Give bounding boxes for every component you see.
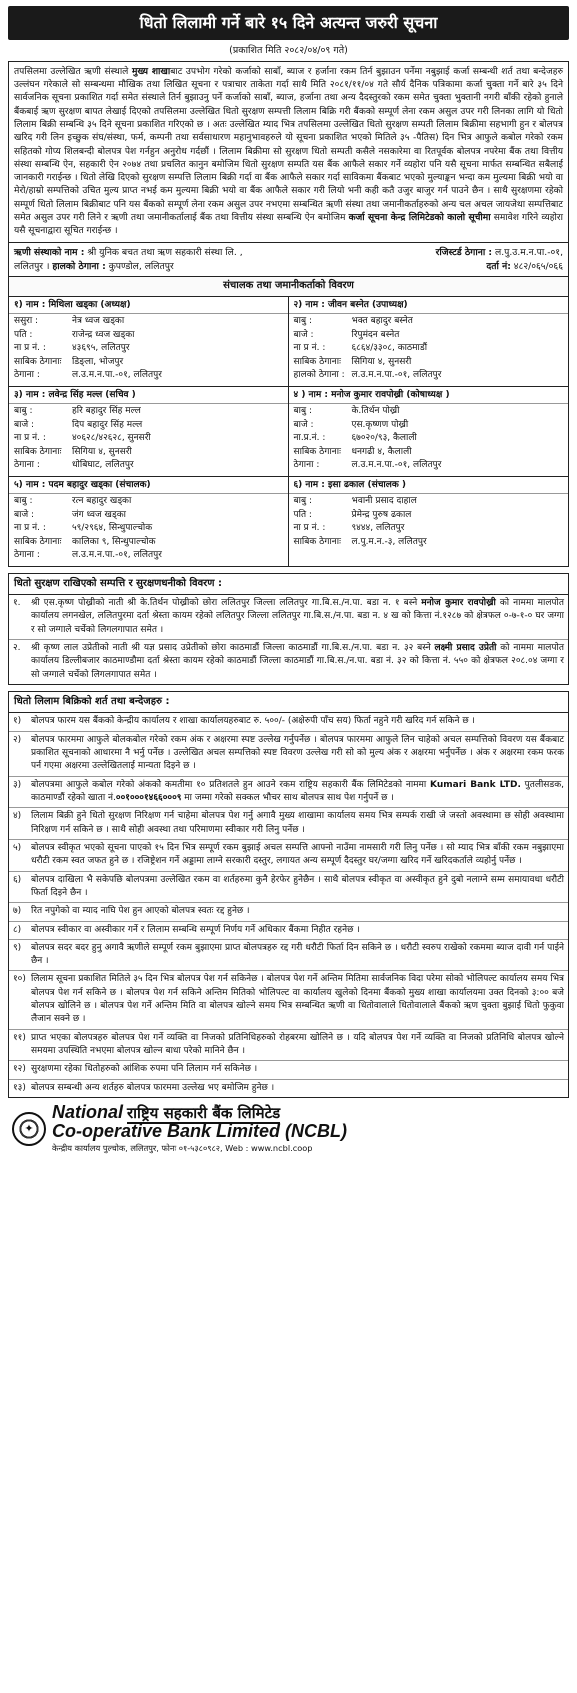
- member-name: ६) नाम : इसा ढकाल (संचालक ): [289, 479, 569, 495]
- bank-name-en-1: National: [52, 1101, 124, 1122]
- term-text: बोलपत्र स्वीकार वा अस्वीकार गर्ने र लिलाम सम्बन्धि सम्पूर्ण निर्णय गर्ने अधिकार बैंकमा निहीत रहनेछ ।: [31, 924, 360, 935]
- member-detail-value: रत्न बहादुर खड्का: [72, 496, 132, 507]
- term-number: १२): [13, 1064, 26, 1075]
- member-detail-row: [14, 459, 283, 473]
- member-detail-label: बाजे :: [293, 329, 314, 340]
- member-detail-value: कालिका ९, सिन्धुपाल्चोक: [72, 536, 156, 547]
- term-text: लिलाम बिक्री हुने धितो सुरक्षण निरिक्षण गर्न चाहेमा बोलपत्र पेश गर्नु अगावै मुख्य शाखामा कार्यालय समय भित्र सम्पर्क राखी जे जस्तो अवस्थामा छ सोही अवस्थामा निरिक्षण गर्न सकिने छ । साथै सोही अवस्था तथा परिमाणमा स्वीकार गरी लिनु पर्नेछ ।: [31, 811, 564, 835]
- terms-heading: धितो लिलाम बिक्रिको शर्त तथा बन्देजहरु :: [8, 691, 569, 714]
- current-address: [14, 260, 174, 273]
- member-card: [9, 386, 289, 476]
- registration-number: [486, 260, 563, 273]
- member-detail-value: ९४४४, ललितपुर: [351, 523, 405, 534]
- intro-text-3: समावेश गरिने व्यहोरा यसै सूचनाद्वारा सूचित गराईन्छ ।: [14, 212, 563, 237]
- member-detail-row: [14, 356, 283, 370]
- term-text: बोलपत्र फारम यस बैंकको केन्द्रीय कार्यालय र शाखा कार्यालयहरुबाट रु. ५००/- (अक्षेरुपी पाँच सय) फिर्ता नहुने गरी खरिद गर्न सकिने छ ।: [31, 716, 475, 727]
- intro-text-2: बाट उपभोग गरेको कर्जाको साबाँ, ब्याज र हर्जाना रकम तिर्न बुझाउन पर्नेमा नबुझाई कर्जा सम्बन्धी शर्त तथा बन्देजहरु उल्लंघन गरेकाले सो सम्बन्धमा मौखिक तथा लिखित सूचना र पत्राचार ताकेता गर्दा साथै मिति २०८१/११/०४ गते सौर्य दैनिक पत्रिकामा कर्जा चुक्ता गर्ने बारे ३५ दिने सार्वजनिक सूचना प्रकाशित गर्दा समेत संस्थाले तिर्न बुझाउनु पर्ने कर्जाको साबाँ, ब्याज, हर्जाना तथा अन्य दैदस्तुरको रकम समेत चुक्ता भुक्तानी नगरी बाँकी रहेको हुनाले बैंकबाई ऋण सुरक्षण बापत लेखाई दिएको तपसिलमा उल्लेखित धितो सुरक्षण सम्पत्ती लिलाम बिक्रि गरी बैंकको सम्पूर्ण लेना रकम असुल उपर गरी लिनका लागि यो धितो लिलाम बिक्री सम्बन्धि ३५ दिने सूचना प्रकाशित गरिएको छ । अतः उल्लेखित म्याद भित्र तपसिलमा उल्लेखित धितो सुरक्षण सम्पती लिलाम बिक्रीमा सहभागी हुन र बोलपत्र खरिद गरी लिन इच्छुक संघ/संस्था, फर्म, कम्पनी तथा सर्वसाधारण महानुभावहरुले यो सूचना प्रकाशित भएको मितिले ३५ -पैतिस) दिन भित्र आफुले कबोल गरेको रकम सहितको गोप्य शिलबन्दी बोलपत्र पेश गर्नहुन अनुरोध गर्दछौं । लिलाम बिक्रीमा सो सुरक्षण धितो सम्पती कसैले नसकारेमा वा रितपूर्वक बोलपत्र नपरेमा बैंक तथा वित्तीय संस्था सम्बन्धि ऐन, सहकारी ऐन २०७४ तथा प्रचलित कानुन बमोजिम धितो सुरक्षण सम्पति यस बैंक आफैले सकार गर्ने व्यहोरा पनि यसै सूचना मार्फत सम्बन्धित सबैलाई जानकारी गराईन्छ । धितो लेखि दिएको सुरक्षण सम्पत्ति लिलाम बिक्री गर्दा वा बैंक आफैले सकार गर्दा साविकमा बैंकबाट भएको मुल्याङ्कन भन्दा कम मुल्यमा बिक्री भयो वा मेरो/हाम्रो सम्पत्तिको उचित मुल्य प्राप्त नभई कम मुल्यमा बिक्री भयो वा बैंक आफैले सकार गरी लियो भनी कही कतै उजुर बाजुर गर्न पाउने छैन । साथै सुरक्षणमा रहेको सम्पूर्ण धितो लिलाम बिक्रीबाट पनि यस बैंकको सम्पूर्ण लेना रकम असुल उपर नभएमा सम्बन्धित ऋणी संस्था तथा जमानीकर्ताहरुको अन्य चल अचल जायजेथा सम्पत्तिबाट समेत असुल उपर गरी लिने र ऋणी तथा जमानीकर्तालाई बैंक तथा वित्तीय संस्था सम्बन्धि ऐन बमोजिम: [14, 66, 564, 223]
- term-number: ११): [13, 1032, 26, 1043]
- member-detail-label: बाबु :: [14, 496, 33, 507]
- member-detail-label: बाबु :: [14, 406, 33, 417]
- member-detail-row: [14, 432, 283, 446]
- collateral-text: [31, 642, 564, 682]
- term-item: [9, 1060, 568, 1078]
- intro-text-1: तपसिलमा उल्लेखित ऋणी संस्थाले: [14, 66, 132, 77]
- member-detail-row: [294, 432, 564, 446]
- member-detail-label: साबिक ठेगानाः: [14, 536, 62, 547]
- members-grid: [8, 297, 569, 567]
- term-number: १३): [13, 1082, 26, 1093]
- member-detail-row: [14, 495, 283, 509]
- collateral-number: १.: [13, 598, 21, 609]
- term-text-mid: पुतलीसडक, काठमाण्डौं रहेको खाता नं.: [31, 779, 564, 804]
- member-detail-label: ना प्र नं. :: [14, 523, 46, 534]
- term-number: २): [13, 734, 22, 745]
- member-detail-row: [14, 549, 283, 563]
- collateral-text-post: को नाममा मालपोत कार्यालय डिल्लीबजार काठमाण्डौमा दर्ता श्रेस्ता कायम रहेको काठमाडौं जिल्ला काठमाडौं गा.बि.स./न.पा. बडा नं. ३२ को कित्ता नं. ५५० को क्षेत्रफल २०८.०४ जग्गा र सो जग्गाले चर्चेको लिगलगापात समेत ।: [31, 643, 564, 680]
- borrower-name: [14, 246, 243, 259]
- registration-number-value: ४८२/०६५/०६६: [513, 260, 563, 272]
- member-detail-row: [14, 419, 283, 433]
- collateral-owner: लक्ष्मी प्रसाद उप्रेती: [434, 643, 497, 654]
- member-detail-value: ल.उ.म.न.पा.-०१, ललितपुर: [351, 370, 442, 381]
- term-text: बोलपत्र फारममा आफुले बोलकबोल गरेको रकम अंक र अक्षरमा स्पष्ट उल्लेख गर्नुपर्नेछ । बोलपत्र फारममा आफुले लिन चाहेको अचल सम्पत्तिको विवरण यस बैंकबाट प्रकाशित सूचनाको आधारमा नै भर्नु पर्नेछ । उल्लेखित अचल सम्पत्तिको स्पष्ट विवरण उल्लेख गरी सो को मुल्य अंक र अक्षरमा भर्नुपर्नेछ । अंक र अक्षरमा रकम फरक पर्न गएमा अक्षरमा उल्लेखितलाई मान्यता दिइने छ ।: [31, 734, 564, 772]
- member-detail-value: सिगिया ४, सुनसरी: [72, 446, 132, 457]
- collateral-list: [8, 595, 569, 685]
- intro-bold-1: मुख्य शाखा: [131, 66, 171, 77]
- member-detail-label: पति :: [14, 329, 33, 340]
- member-detail-value: ४०६२८/४२६२८, सुनसरी: [72, 433, 151, 444]
- members-heading: संचालक तथा जमानीकर्ताको विवरण: [8, 277, 569, 297]
- registration-number-label: दर्ता नं:: [486, 260, 511, 272]
- term-text: रित नपुगेको वा म्याद नाघि पेश हुन आएको बोलपत्र स्वतः रद्द हुनेछ ।: [31, 906, 250, 917]
- member-detail-row: [294, 419, 564, 433]
- member-detail-label: साबिक ठेगानाः: [14, 446, 62, 457]
- registered-address: [436, 246, 563, 259]
- member-card: [289, 297, 569, 386]
- member-detail-label: बाबु :: [293, 406, 313, 417]
- term-number: ७): [13, 906, 22, 917]
- member-detail-label: साबिक ठेगानाः: [293, 446, 341, 457]
- member-detail-value: सिगिया ४, सुनसरी: [351, 356, 412, 367]
- member-detail-row: [14, 509, 283, 523]
- current-address-value: कुपण्डोल, ललितपुर: [108, 260, 174, 272]
- member-detail-label: साबिक ठेगानाः: [293, 356, 341, 367]
- member-detail-row: [294, 329, 564, 343]
- member-card: [9, 297, 289, 386]
- member-detail-row: [294, 369, 564, 383]
- member-detail-label: साबिक ठेगानाः: [14, 356, 62, 367]
- term-item: [9, 902, 568, 920]
- term-number: १०): [13, 974, 26, 985]
- member-detail-label: बाजे :: [293, 419, 314, 430]
- member-name: ४ ) नाम : मनोज कुमार रावपोख्री (कोषाध्यक्ष ): [289, 389, 569, 405]
- term-text: बोलपत्र स्वीकृत भएको सूचना पाएको १५ दिन भित्र सम्पूर्ण रकम बुझाई अचल सम्पत्ति आफ्नो नाउँमा नामसारी गरी लिनु पर्नेछ । सो म्याद भित्र बाँकी रकम नबुझाएमा धरौटी रकम स्वत जफत हुने छ । रजिष्ट्रेशन गर्ने अड्डामा लाग्ने सरकारी दस्तुर, लगायत अन्य सम्पूर्ण दैदस्तुर घर/जग्गा खरिद गर्ने खरिदकर्ताले व्यहोर्नु पर्नेछ ।: [31, 842, 564, 867]
- member-detail-row: [14, 536, 283, 550]
- member-detail-row: [294, 356, 564, 370]
- term-account-number: ००१०००१४६६०००९: [115, 793, 182, 804]
- term-text-pre: बोलपत्रमा आफुले कबोल गरेको अंककोे कमतीमा १० प्रतिशतले हुन आउने रकम राष्ट्रिय सहकारी बैंक लिमिटेडको नाममा: [31, 779, 431, 790]
- registered-address-label: रजिस्टर्ड ठेगाना :: [435, 247, 493, 259]
- term-number: १): [13, 716, 22, 727]
- member-detail-value: जंग ध्वज खड्का: [72, 509, 126, 520]
- term-item: [9, 871, 568, 903]
- member-detail-row: [294, 459, 564, 473]
- term-item: [9, 1079, 568, 1097]
- term-item: [9, 839, 568, 871]
- bank-name-en-2: Co-operative Bank Limited (NCBL): [52, 1120, 348, 1141]
- member-detail-row: [294, 315, 564, 329]
- member-card: [289, 476, 569, 566]
- collateral-text-pre: श्री एस.कृष्ण पोख्रीको नाती श्री के.तिर्थन पोख्रीको छोरा ललितपुर जिल्ला ललितपुर गा.बि.स./न.पा. बडा न. १ बस्ने: [31, 598, 422, 609]
- collateral-text: [31, 597, 564, 637]
- collateral-number: २.: [13, 643, 21, 654]
- collateral-text-pre: श्री कृष्ण लाल उप्रेतीको नाती श्री यज्ञ प्रसाद उप्रेतीको छोरा काठमाडौं जिल्ला काठमाडौं गा.बि.स./न.पा. बडा न. ३२ बस्ने: [31, 643, 435, 654]
- term-text: बोलपत्र सम्बन्धी अन्य शर्तहरु बोलपत्र फारममा उल्लेख भए बमोजिम हुनेछ ।: [31, 1082, 275, 1093]
- member-detail-label: ना प्र नं. :: [293, 343, 326, 354]
- bank-name-np: राष्ट्रिय सहकारी बैंक लिमिटेड: [127, 1103, 281, 1122]
- notice-title: धितो लिलामी गर्ने बारे १५ दिने अत्यन्त जरुरी सूचना: [8, 6, 569, 40]
- term-bank-name: Kumari Bank LTD.: [430, 779, 521, 790]
- member-detail-value: राजेन्द्र ध्वज खड्का: [72, 329, 135, 340]
- member-detail-value: धनगढी ४, कैलाली: [351, 446, 412, 457]
- collateral-heading: धितो सुरक्षण राखिएको सम्पत्ति र सुरक्षणधनीको विवरण :: [8, 573, 569, 596]
- member-detail-value: डिङ्ला, भोजपुर: [72, 356, 124, 367]
- borrower-info: [8, 243, 569, 277]
- member-detail-row: [14, 405, 283, 419]
- member-detail-value: के.तिर्थन पोख्री: [351, 406, 400, 417]
- member-detail-value: भक्त बहादुर बस्नेत: [351, 316, 413, 327]
- term-item: [9, 939, 568, 971]
- member-detail-label: ना.प्र.नं. :: [293, 433, 326, 444]
- collateral-item: [9, 639, 568, 684]
- member-detail-value: ६८६४/३३०८, काठमाडौं: [351, 343, 428, 354]
- member-name: १) नाम : मिथिला खड्का (अध्यक्ष): [9, 299, 288, 315]
- intro-bold-2: कर्जा सूचना केन्द्र लिमिटेडको कालो सूचीमा: [348, 212, 491, 223]
- member-detail-value: ल.उ.म.न.पा.-०१, ललितपुर: [72, 550, 162, 561]
- term-item: [9, 807, 568, 839]
- member-detail-row: [294, 522, 564, 536]
- member-detail-row: [14, 329, 283, 343]
- member-detail-label: ठेगाना :: [293, 460, 320, 471]
- term-number: ८): [13, 924, 22, 935]
- term-text: [31, 779, 564, 806]
- member-detail-value: प्रेमेन्द्र पुरुष ढकाल: [351, 509, 412, 520]
- member-detail-value: दिप बहादुर सिंह मल्ल: [72, 419, 143, 430]
- member-detail-value: हरि बहादुर सिंह मल्ल: [72, 406, 141, 417]
- intro-paragraph: [8, 61, 569, 243]
- term-number: ३): [13, 779, 22, 790]
- member-name: ५) नाम : पदम बहादुर खड्का (संचालक): [9, 479, 288, 495]
- member-detail-label: ना प्र नं. :: [14, 343, 46, 354]
- district: ललितपुर ।: [14, 260, 50, 272]
- member-detail-row: [294, 405, 564, 419]
- member-name: २) नाम : जीवन बस्नेत (उपाध्यक्ष): [289, 299, 569, 315]
- member-detail-label: ना प्र नं. :: [14, 433, 46, 444]
- member-detail-value: ६७०२०/९३, कैलाली: [351, 433, 417, 444]
- member-detail-value: एस.कृष्णण पोख्री: [351, 419, 409, 430]
- member-detail-value: भवानी प्रसाद दाहाल: [351, 496, 417, 507]
- term-text: बोलपत्र दाखिला भै सकेपछि बोलपत्रमा उल्लेखित रकम वा शर्तहरुमा कुनै हेरफेर हुनेछैन । साथै बोलपत्र स्वीकृत वा अस्वीकृत हुने दुबो नलाग्ने सम्म समायावधा धरौटी फिर्ता दिइने छैन ।: [31, 874, 564, 898]
- borrower-name-label: ऋणी संस्थाको नाम :: [14, 247, 85, 259]
- member-detail-row: [14, 369, 283, 383]
- member-detail-label: बाजे :: [14, 509, 35, 520]
- member-detail-row: [294, 446, 564, 460]
- member-detail-row: [294, 536, 564, 550]
- borrower-name-value: श्री युनिक बचत तथा ऋण सहकारी संस्था लि. ,: [87, 247, 243, 259]
- term-item: [9, 713, 568, 730]
- registered-address-value: ल.पु.उ.म.न.पा.-०१,: [495, 247, 563, 259]
- member-detail-label: बाबु :: [293, 316, 313, 327]
- term-item: [9, 731, 568, 776]
- member-card: [9, 476, 289, 566]
- collateral-item: [9, 595, 568, 639]
- bank-logo-icon: ✦: [12, 1112, 46, 1146]
- bank-address: केन्द्रीय कार्यालय पुल्चोक, ललितपुर, फोनः ०१-५३८०९८२, Web : www.ncbl.coop: [52, 1142, 313, 1153]
- term-item: [9, 970, 568, 1028]
- member-detail-label: ठेगाना :: [14, 460, 40, 471]
- member-detail-row: [294, 495, 564, 509]
- member-detail-row: [14, 342, 283, 356]
- term-text: बोलपत्र सदर बदर हुनु अगावै ऋणीले सम्पूर्ण रकम बुझाएमा प्राप्त बोलपत्रहरु रद्द गरी धरौटी फिर्ता दिन सकिने छ । धरौटी स्वरुप राखेको रकममा ब्याज दावी गर्न पाईने छैन ।: [31, 942, 564, 967]
- member-detail-value: ४३६९५, ललितपुर: [72, 343, 130, 354]
- term-text: प्राप्त भएका बोलपत्रहरु बोलपत्र पेश गर्ने व्यक्ति वा निजको प्रतिनिधिहरुको रोहबरमा खोलिने छ । यदि बोलपत्र पेश गर्ने व्यक्ति वा निजको प्रतिनिधि बोलपत्र खोल्ने समयमा उपस्थिति नभएमा बोलपत्र खोल्न बाधा परेको मानिने छैन ।: [31, 1032, 564, 1057]
- member-detail-value: ल.उ.म.न.पा.-०१, ललितपुर: [351, 460, 442, 471]
- term-item: [9, 1029, 568, 1061]
- term-text: लिलाम सूचना प्रकाशित मितिले ३५ दिन भित्र बोलपत्र पेश गर्न सकिनेछ । बोलपत्र पेश गर्ने अन्तिम मितिमा सार्वजनिक विदा परेमा सोको भोलिपल्ट कार्यालय समय भित्र बोलपत्र पेश गर्न सकिने छ । बोलपत्र पेश गर्न सकिने अन्तिम मितिको भोलिपल्ट वा कार्यालय खुलेको दिनमा बैंकको मुख्य शाखा कार्यालयमा उक्त दिनको ३:०० बजे बोलपत्र खोलिने छ । बोलपत्र पेश गर्ने अन्तिम मिति वा बोलपत्र खोल्ने समय भित्र सम्बन्धित ऋणी वा धितोवालाले धितोवालाले बैंकको ऋण चुक्ता बुझाई धितो फुकुवा लैजान सक्ने छ ।: [31, 974, 564, 1025]
- member-detail-label: बाजे :: [14, 419, 35, 430]
- member-detail-row: [14, 522, 283, 536]
- terms-list: [8, 713, 569, 1098]
- member-detail-row: [14, 315, 283, 329]
- term-text-post: मा जम्मा गरेको सक्कल भौचर साथ बोलपत्र साथ पेश गर्नुपर्ने छ ।: [181, 793, 394, 804]
- term-text: सुरक्षणमा रहेका धितोहरुको आंशिक रुपमा पनि लिलाम गर्न सकिनेछ ।: [31, 1064, 258, 1075]
- current-address-label: हालको ठेगाना :: [52, 260, 106, 272]
- member-detail-label: ठेगाना :: [14, 550, 40, 561]
- member-detail-value: ५९/२९६४, सिन्धुपाल्चोक: [72, 523, 153, 534]
- term-number: ४): [13, 811, 22, 822]
- bank-footer: [8, 1103, 569, 1155]
- member-detail-label: ना प्र नं. :: [293, 523, 326, 534]
- member-detail-label: हालको ठेगाना :: [293, 370, 345, 381]
- bank-name: [52, 1103, 565, 1155]
- member-detail-value: ल.पु.म.न.-३, ललितपुर: [351, 536, 427, 547]
- member-card: [289, 386, 569, 476]
- member-name: ३) नाम : लवेन्द्र सिंह मल्ल (सचिव ): [9, 389, 288, 405]
- member-detail-label: ससुरा :: [14, 316, 39, 327]
- member-detail-row: [294, 509, 564, 523]
- term-number: ५): [13, 842, 22, 853]
- member-detail-label: पति :: [293, 509, 312, 520]
- term-number: ६): [13, 874, 22, 885]
- member-detail-label: साबिक ठेगानाः: [293, 536, 341, 547]
- member-detail-value: रिपुमंदन बस्नेत: [351, 329, 400, 340]
- member-detail-value: धोबिघाट, ललितपुर: [72, 460, 134, 471]
- collateral-owner: मनोज कुमार रावपोख्री: [421, 598, 496, 609]
- member-detail-label: ठेगाना :: [14, 370, 40, 381]
- term-number: ९): [13, 942, 22, 953]
- term-item: [9, 921, 568, 939]
- member-detail-row: [14, 446, 283, 460]
- publish-date: (प्रकाशित मिति २०८२/०४/०९ गते): [229, 45, 348, 57]
- member-detail-row: [294, 342, 564, 356]
- member-detail-value: नेत्र ध्वज खड्का: [72, 316, 125, 327]
- collateral-text-post: को नाममा मालपोत कार्यालय लगनखेल, ललितपुरमा दर्ता श्रेस्ता कायम रहेको ललितपुर जिल्ला ललितपुर गा.बि.स./न.पा. बडा न. ४ ख को कित्ता नं.१२८७ को क्षेत्रफल ०-७-१-० घर जग्गा र सो जग्गाले चर्चेको लिगलगापात समेत ।: [31, 598, 564, 635]
- term-item: [9, 776, 568, 808]
- member-detail-value: ल.उ.म.न.पा.-०१, ललितपुर: [72, 370, 162, 381]
- member-detail-label: बाबु :: [293, 496, 313, 507]
